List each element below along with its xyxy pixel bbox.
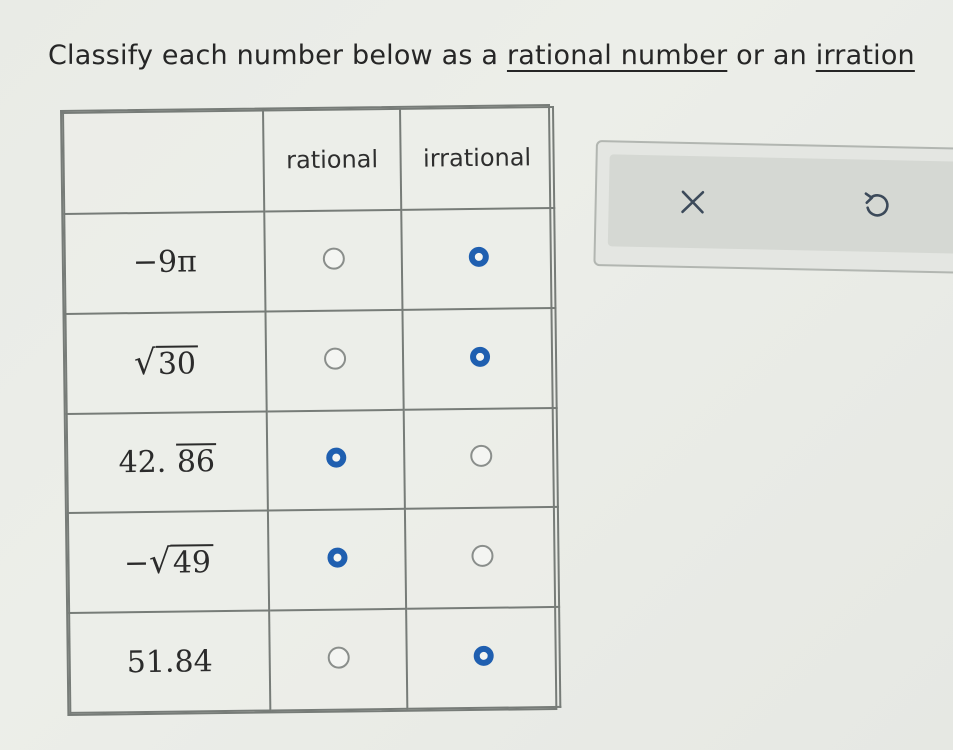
number-cell xyxy=(65,311,266,413)
number-neg-sqrt-49: −√49 xyxy=(123,541,212,583)
answer-action-panel xyxy=(593,140,953,274)
number-sqrt-30: √30 xyxy=(133,342,197,383)
radio-rational-row-1[interactable] xyxy=(322,247,344,269)
clear-button[interactable] xyxy=(670,180,715,225)
radio-rational-row-5[interactable] xyxy=(327,647,349,669)
number-neg-9pi: −9π xyxy=(132,244,198,281)
rational-cell xyxy=(267,409,405,510)
rational-number-link[interactable]: rational number xyxy=(506,40,728,71)
irrational-number-link[interactable]: irration xyxy=(815,40,915,71)
irrational-cell xyxy=(404,407,558,509)
number-cell xyxy=(68,511,269,613)
undo-icon xyxy=(861,190,892,223)
radical-sign-icon: √ xyxy=(148,541,172,583)
radio-rational-row-4[interactable] xyxy=(327,548,347,568)
radio-irrational-row-4[interactable] xyxy=(471,545,493,567)
table-row xyxy=(64,208,555,314)
number-cell xyxy=(67,411,268,513)
x-icon xyxy=(678,188,707,217)
number-cell xyxy=(69,611,270,713)
table-row xyxy=(69,607,560,713)
rational-cell xyxy=(265,310,403,411)
radio-irrational-row-1[interactable] xyxy=(468,247,488,267)
rational-cell xyxy=(264,210,402,311)
number-cell xyxy=(64,211,265,313)
radio-irrational-row-2[interactable] xyxy=(469,346,489,366)
table-row xyxy=(68,507,559,613)
number-42-86-repeating: 42. 86 xyxy=(118,444,216,481)
radio-rational-row-2[interactable] xyxy=(323,347,345,369)
number-51-84: 51.84 xyxy=(126,643,213,680)
table-header-row xyxy=(63,107,554,214)
rational-cell xyxy=(268,509,406,610)
irrational-cell xyxy=(401,208,555,310)
action-button-bar xyxy=(608,154,953,254)
header-rational: rational xyxy=(263,109,401,212)
radio-rational-row-3[interactable] xyxy=(326,448,346,468)
irrational-cell xyxy=(405,507,559,609)
classification-table xyxy=(60,104,557,716)
prompt-text-before: Classify each number below as a xyxy=(48,40,507,71)
question-prompt xyxy=(48,40,915,71)
header-empty-cell xyxy=(63,111,264,214)
radical-sign-icon: √ xyxy=(133,342,157,383)
rational-cell xyxy=(269,609,407,711)
header-irrational: irrational xyxy=(400,107,554,210)
undo-button[interactable] xyxy=(854,183,899,228)
table-row xyxy=(65,308,556,414)
prompt-text-between: or an xyxy=(727,40,816,71)
radio-irrational-row-3[interactable] xyxy=(470,445,492,467)
irrational-cell xyxy=(406,607,560,709)
irrational-cell xyxy=(402,308,556,410)
radio-irrational-row-5[interactable] xyxy=(473,646,493,666)
table-row xyxy=(67,407,558,513)
